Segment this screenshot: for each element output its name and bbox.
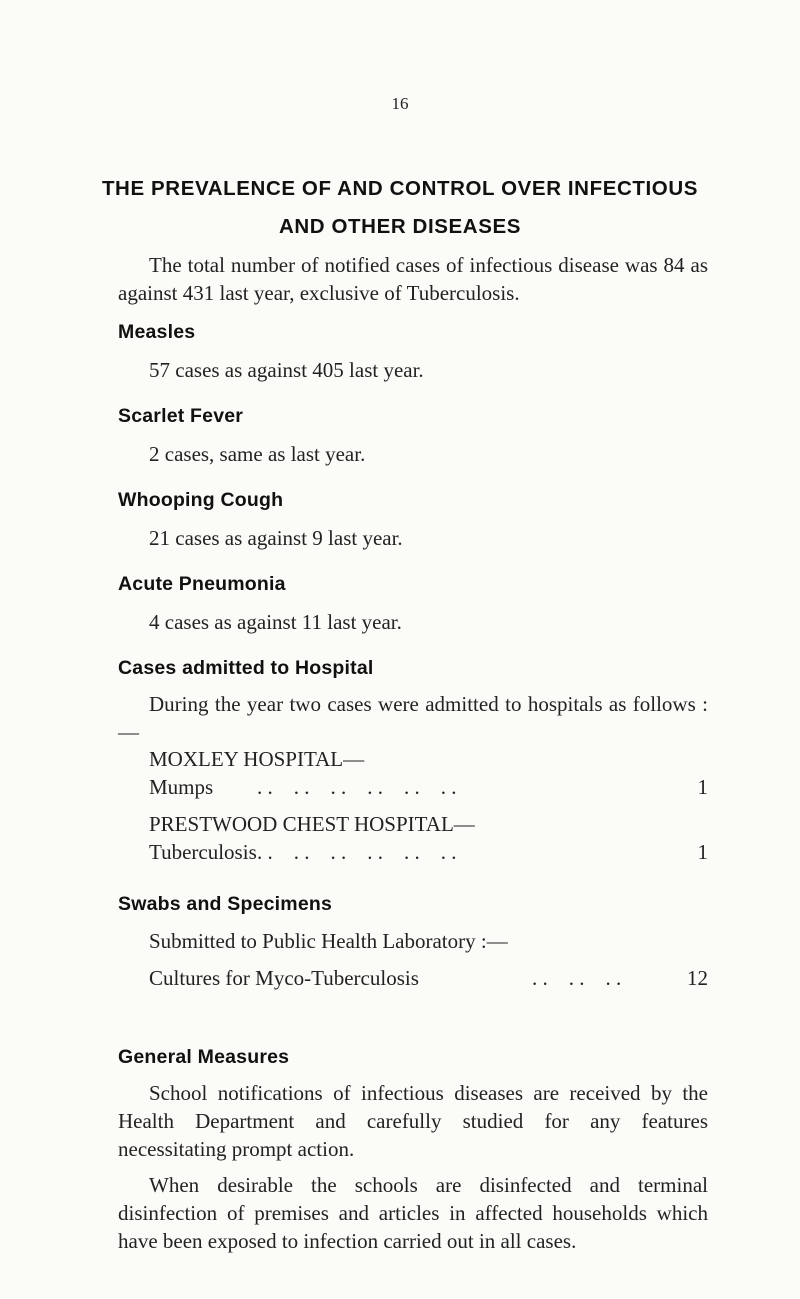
dot-leaders: . . . . . . <box>532 966 622 990</box>
general-paragraph-2: When desirable the schools are disinfected and terminal disinfection of premises and articles in affected households which have been exposed to infection carried out in all cases. <box>118 1173 708 1253</box>
heading-measles: Measles <box>118 321 196 343</box>
heading-cases-admitted: Cases admitted to Hospital <box>118 657 374 679</box>
entry-value: 12 <box>687 966 708 990</box>
acute-pneumonia-text: 4 cases as against 11 last year. <box>149 610 402 634</box>
entry-label: Cultures for Myco-Tuberculosis <box>149 966 419 990</box>
whooping-cough-text: 21 cases as against 9 last year. <box>149 526 403 550</box>
entry-row <box>149 964 708 992</box>
entry-row <box>149 773 708 801</box>
general-measures-block <box>118 1079 708 1255</box>
hospital-paragraph: During the year two cases were admitted to hospitals as follows :— <box>118 692 708 744</box>
page-title <box>80 170 720 246</box>
title-line-2: AND OTHER DISEASES <box>278 215 522 238</box>
intro-paragraph-block <box>118 251 708 307</box>
heading-swabs-specimens: Swabs and Specimens <box>118 893 333 915</box>
swabs-entry <box>149 964 708 992</box>
heading-acute-pneumonia: Acute Pneumonia <box>118 573 286 595</box>
hospital-name: PRESTWOOD CHEST HOSPITAL— <box>149 812 475 836</box>
title-line-1: THE PREVALENCE OF AND CONTROL OVER INFECTIOUS <box>101 177 699 200</box>
dot-leaders: . . . . . . . . . . . . <box>257 775 457 799</box>
heading-scarlet-fever: Scarlet Fever <box>118 405 244 427</box>
dot-leaders: . . . . . . . . . . . . <box>257 840 457 864</box>
scarlet-fever-text: 2 cases, same as last year. <box>149 442 366 466</box>
page-number: 16 <box>391 94 409 113</box>
hospital-paragraph-block <box>118 690 708 746</box>
hospital-entry-moxley <box>149 745 708 801</box>
entry-row <box>149 838 708 866</box>
hospital-name: MOXLEY HOSPITAL— <box>149 747 365 771</box>
heading-general-measures: General Measures <box>118 1046 290 1068</box>
entry-label: Tuberculosis <box>149 840 257 864</box>
general-paragraph-1: School notifications of infectious diseases are received by the Health Department and carefully studied for any features necessitating prompt action. <box>118 1081 708 1161</box>
measles-text: 57 cases as against 405 last year. <box>149 358 424 382</box>
hospital-entry-prestwood <box>149 810 708 866</box>
intro-paragraph: The total number of notified cases of infectious disease was 84 as against 431 last year, exclusive of Tuberculosis. <box>118 253 708 305</box>
heading-whooping-cough: Whooping Cough <box>118 489 284 511</box>
entry-label: Mumps <box>149 775 214 799</box>
entry-value: 1 <box>697 840 708 864</box>
entry-value: 1 <box>697 775 708 799</box>
swabs-text: Submitted to Public Health Laboratory :— <box>149 929 508 953</box>
